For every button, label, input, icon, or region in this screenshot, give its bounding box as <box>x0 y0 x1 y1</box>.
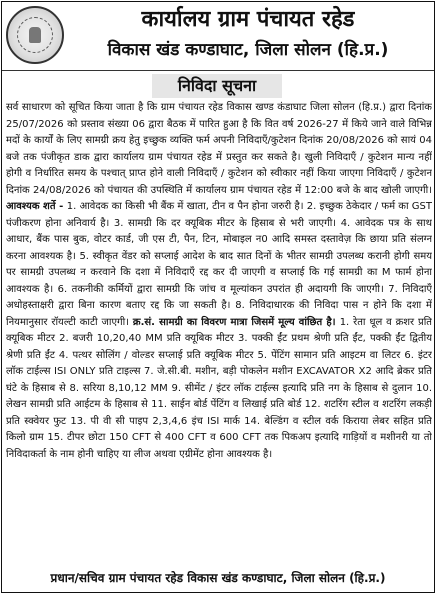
tender-notice <box>1 1 435 593</box>
notice-body <box>6 100 432 562</box>
signatory-line: प्रधान/सचिव ग्राम पंचायत रहेड विकास खंड कण्डाघाट, जिला सोलन (हि.प्र.) <box>50 571 386 585</box>
items-text: 1. रेता धूल व क्रशर प्रति क्यूबिक मीटर 2. बजरी 10,20,40 MM प्रति क्यूबिक मीटर 3. पक्की ईंट प्रथम श्रेणी प्रति ईंट, पक्की ईंट द्वितीय श्रेणी प्रति ईंट 4. पत्थर सोलिंग / वोल्डर सप्लाई प्रति क्यूबिक मीटर 5. पेंटिंग सामान प्रति आइटम वा लिटर 6. इंटर लॉक टाईल्स ISI ONLY प्रति टाइल्स 7. जे.सी.बी. मशीन, बड़ी पोकलेन मशीन EXCAVATOR X2 आदि ब्रेकर प्रति घंटे के हिसाब से 8. सरिया 8,10,12 MM 9. सीमेंट / इंटर लॉक टाईल्स इत्यादि प्रति नग के हिसाब से दुलान 10. लेखन सामग्री प्रति आईटम के हिसाब से 11. साईन बोर्ड पेंटिंग व लिखाई प्रति बोर्ड 12. शटरिंग स्टील व शटरिंग लकड़ी प्रति स्क्वेयर फुट 13. पी वी सी पाइप 2,3,4,6 इंच ISI मार्क 14. बेल्डिंग व स्टील वर्क किराया लेबर सहित प्रति किलो ग्राम 15. टीपर छोटा 150 CFT से 400 CFT व 600 CFT तक पिकअप इत्यादि गाड़ियों व मशीनरी या तो निविदाकर्ता के नाम होनी चाहिए या लीज अथवा एग्रीमेंट होना आवश्यक है। <box>6 316 432 460</box>
intro-paragraph: सर्व साधारण को सूचित किया जाता है कि ग्राम पंचायत रहेड विकास खण्ड कंडाघाट जिला सोलन (हि.प्र.) द्वारा दिनांक 25/07/2026 को प्रस्ताव संख्या 06 द्वारा बैठक में पारित हुआ है कि वित वर्ष 2026-27 में किये जाने वाले विभिन्न मदों के कार्यों के लिए सामग्री क्रय हेतु इच्छुक व्यक्ति फर्म अपनी निविदाएँ/कुटेशन दिनांक 20/08/2026 को सायं 04 बजे तक पंजीकृत डाक द्वारा कार्यालय ग्राम पंचायत रहेड में प्रस्तुत कर सकते है। खुली निविदाएँ / कुटेशन मान्य नहीं होगी व निर्धारित समय के पश्चात् प्राप्त होने वाली निविदाएँ / कुटेशन को स्वीकार नहीं किया जाएगा निविदाएँ / कुटेशन दिनांक 24/08/2026 को पंचायत की उपस्थिति में कार्यालय ग्राम पंचायत रहेड में 12:00 बजे के बाद खोली जाएगी। <box>6 102 432 196</box>
panchayat-seal-icon <box>6 6 64 64</box>
conditions-label: आवश्यक शर्ते - <box>6 201 67 212</box>
items-label: क्र.सं. सामग्री का विवरण मात्रा जिसमें मूल्य वांछित है। <box>132 316 340 328</box>
office-subtitle: विकास खंड कण्डाघाट, जिला सोलन (हि.प्र.) <box>107 40 389 60</box>
notice-heading: निविदा सूचना <box>152 74 282 98</box>
office-title: कार्यालय ग्राम पंचायत रहेड <box>141 7 355 32</box>
conditions-text: 1. आवेदक का किसी भी बैंक में खाता, टीन व पैन होना जरुरी है। 2. इच्छुक ठेकेदार / फर्म का GST पंजीकरण होना अनिवार्य है। 3. सामग्री कि दर क्यूबिक मीटर के हिसाब से भरी जाएगी। 4. आवेदक पत्र के साथ आधार, बैंक पास बुक, वोटर कार्ड, जी एस टी, पैन, टिन, मोबाइल न0 आदि समस्त दस्तावेज़ कि छाया प्रति संलग्न करना आवश्यक है। 5. स्वीकृत वेंडर को सप्लाई आदेश के बाद सात दिनों के भीतर सामग्री उपलब्ध करानी होगी समय पर सामग्री उपलब्ध न करवाने कि दशा में निविदाएँ रद्द कर दी जाएगी व सप्लाई कि गई सामग्री का M फार्म होना आवश्यक है। 6. तकनीकी कर्मियों द्वारा सामग्री कि जांच व मूल्यांकन उपरांत ही अदायगी कि जाएगी। 7. निविदाएँ अधोहस्ताक्षरी द्वारा बिना कारण बताए रद्द कि जा सकती है। 8. निविदाधारक की निविदा पास न होने कि दशा में नियमानुसार रॉयल्टी काटी जाएगी। <box>6 201 432 328</box>
notice-header <box>2 2 434 71</box>
